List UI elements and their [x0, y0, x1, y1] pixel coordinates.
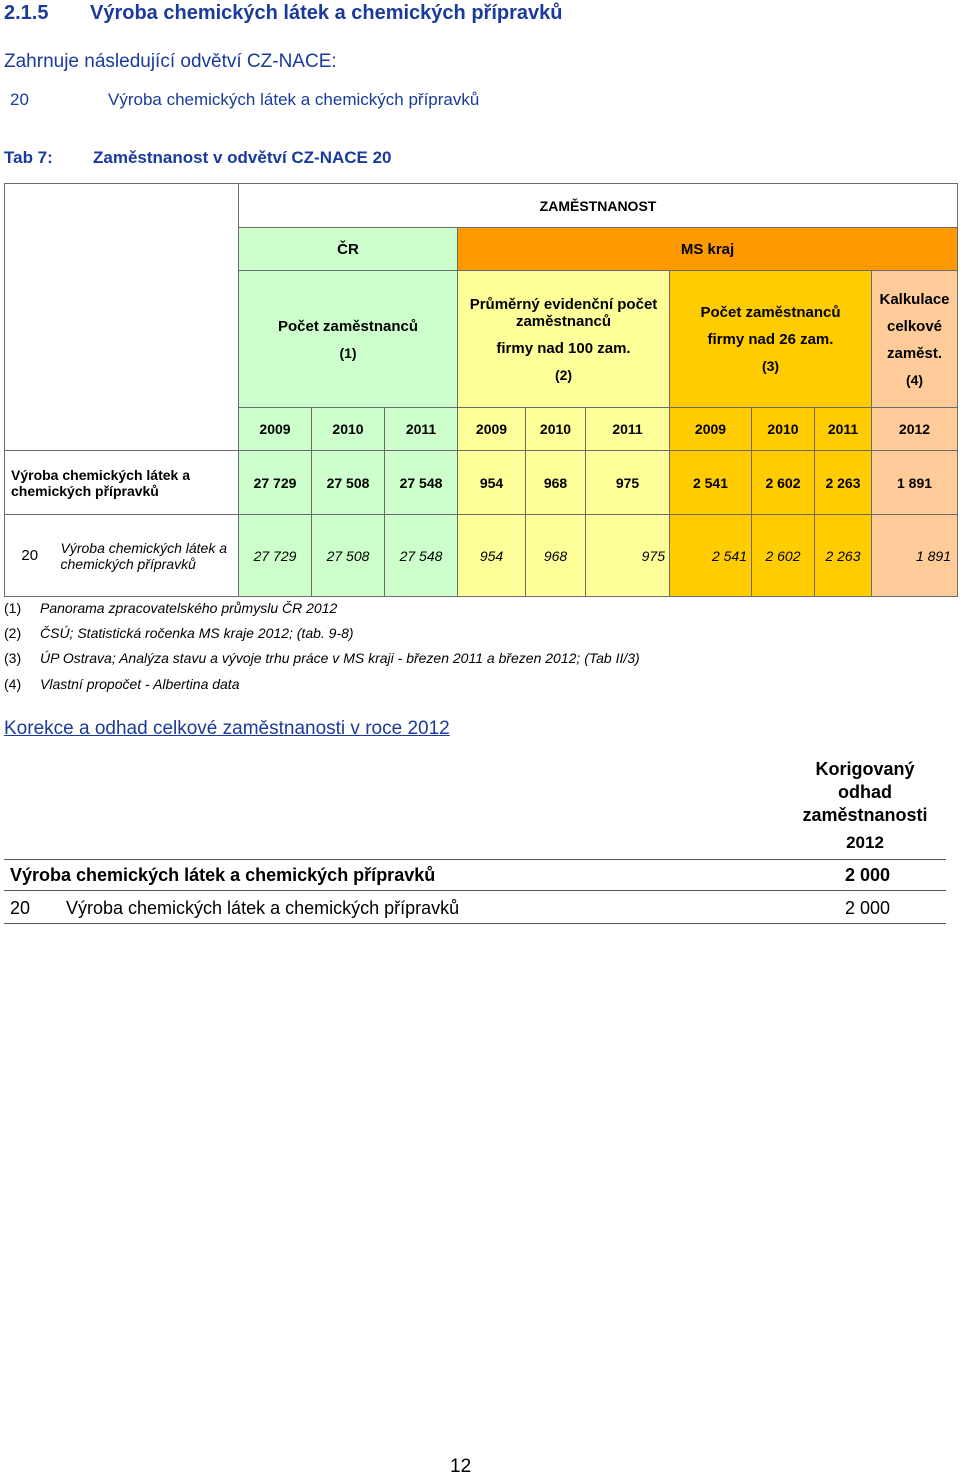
section-title: Výroba chemických látek a chemických přípravků: [90, 2, 563, 24]
rule-middle: [4, 890, 946, 891]
footnote-number: (2): [4, 625, 22, 641]
value-cell: 968: [526, 515, 586, 597]
col4-line1: Kalkulace: [879, 290, 950, 308]
header-ms-kraj: MS kraj: [458, 228, 958, 271]
year-cell: 2009: [670, 408, 752, 451]
value-cell: 27 548: [385, 451, 458, 515]
year-cell: 2011: [586, 408, 670, 451]
correction-row-detail-code: 20: [10, 898, 31, 918]
value-cell: 2 541: [670, 515, 752, 597]
table-corner: [5, 184, 239, 451]
header-col1: [239, 271, 458, 408]
col4-line3: zaměst.: [886, 344, 943, 362]
footnote-number: (4): [4, 676, 22, 692]
footnote-text: Vlastní propočet - Albertina data: [40, 676, 240, 692]
col2-note: (2): [554, 366, 573, 383]
intro-text: Zahrnuje následující odvětví CZ-NACE:: [4, 51, 337, 72]
col1-title: Počet zaměstnanců: [277, 317, 419, 335]
nace-name: Výroba chemických látek a chemických přípravků: [108, 90, 480, 109]
row-detail-code: 20: [5, 515, 55, 597]
header-cr: ČR: [239, 228, 458, 271]
value-cell: 2 263: [815, 515, 872, 597]
col3-title: Počet zaměstnanců: [700, 304, 841, 321]
col2-title-line1: Průměrný evidenční počet: [469, 295, 658, 313]
section-number: 2.1.5: [4, 2, 49, 24]
col4-note: (4): [905, 371, 924, 388]
year-cell: 2010: [526, 408, 586, 451]
value-cell: 27 729: [239, 451, 312, 515]
value-cell: 27 508: [312, 451, 385, 515]
year-cell: 2011: [815, 408, 872, 451]
value-cell: 1 891: [872, 515, 958, 597]
year-cell: 2009: [458, 408, 526, 451]
value-cell: 968: [526, 451, 586, 515]
value-cell: 975: [586, 451, 670, 515]
table-label: Tab 7:: [4, 148, 53, 167]
year-cell: 2011: [385, 408, 458, 451]
value-cell: 2 541: [670, 451, 752, 515]
header-zamestnanost: ZAMĚSTNANOST: [239, 184, 958, 228]
value-cell: 975: [586, 515, 670, 597]
employment-table: [4, 183, 958, 597]
col1-note: (1): [339, 344, 357, 361]
value-cell: 27 508: [312, 515, 385, 597]
table-row-total: [5, 451, 958, 515]
correction-row-detail-value: 2 000: [844, 898, 890, 918]
year-cell: 2012: [872, 408, 958, 451]
correction-title: Korekce a odhad celkové zaměstnanosti v roce 2012: [4, 718, 450, 739]
table-row-detail: [5, 515, 958, 597]
col3-sub: firmy nad 26 zam.: [707, 331, 834, 348]
value-cell: 27 548: [385, 515, 458, 597]
col4-line2: celkové: [886, 317, 943, 335]
row-detail-label: Výroba chemických látek a chemických přípravků: [55, 515, 239, 597]
header-col4: [872, 271, 958, 408]
row-total-label: Výroba chemických látek a chemických přípravků: [5, 451, 239, 515]
value-cell: 954: [458, 451, 526, 515]
rule-bottom: [4, 923, 946, 924]
table-title: Zaměstnanost v odvětví CZ-NACE 20: [93, 148, 392, 167]
value-cell: 2 263: [815, 451, 872, 515]
col2-title-line2: zaměstnanců: [515, 312, 612, 330]
value-cell: 954: [458, 515, 526, 597]
correction-row-detail-label: Výroba chemických látek a chemických přípravků: [66, 898, 460, 918]
header-col2: [458, 271, 670, 408]
footnote-text: ÚP Ostrava; Analýza stavu a vývoje trhu práce v MS kraji - březen 2011 a březen 2012; (Tab II/3): [40, 650, 640, 666]
col3-note: (3): [761, 358, 780, 374]
correction-row-total-value: 2 000: [844, 865, 890, 885]
value-cell: 1 891: [872, 451, 958, 515]
year-cell: 2009: [239, 408, 312, 451]
footnote-number: (1): [4, 600, 22, 616]
year-cell: 2010: [312, 408, 385, 451]
footnote-text: ČSÚ; Statistická ročenka MS kraje 2012; (tab. 9-8): [40, 625, 354, 641]
correction-column-year: 2012: [846, 833, 884, 852]
header-col3: [670, 271, 872, 408]
footnote-number: (3): [4, 650, 22, 666]
rule-top: [4, 859, 946, 860]
correction-column-header: Korigovaný odhad zaměstnanosti: [802, 759, 928, 825]
value-cell: 2 602: [752, 451, 815, 515]
footnote-text: Panorama zpracovatelského průmyslu ČR 2012: [40, 600, 338, 616]
nace-code: 20: [10, 90, 29, 109]
value-cell: 2 602: [752, 515, 815, 597]
page-number: 12: [450, 1456, 472, 1477]
correction-row-total-label: Výroba chemických látek a chemických přípravků: [10, 865, 436, 885]
year-cell: 2010: [752, 408, 815, 451]
value-cell: 27 729: [239, 515, 312, 597]
col2-sub: firmy nad 100 zam.: [496, 339, 631, 357]
